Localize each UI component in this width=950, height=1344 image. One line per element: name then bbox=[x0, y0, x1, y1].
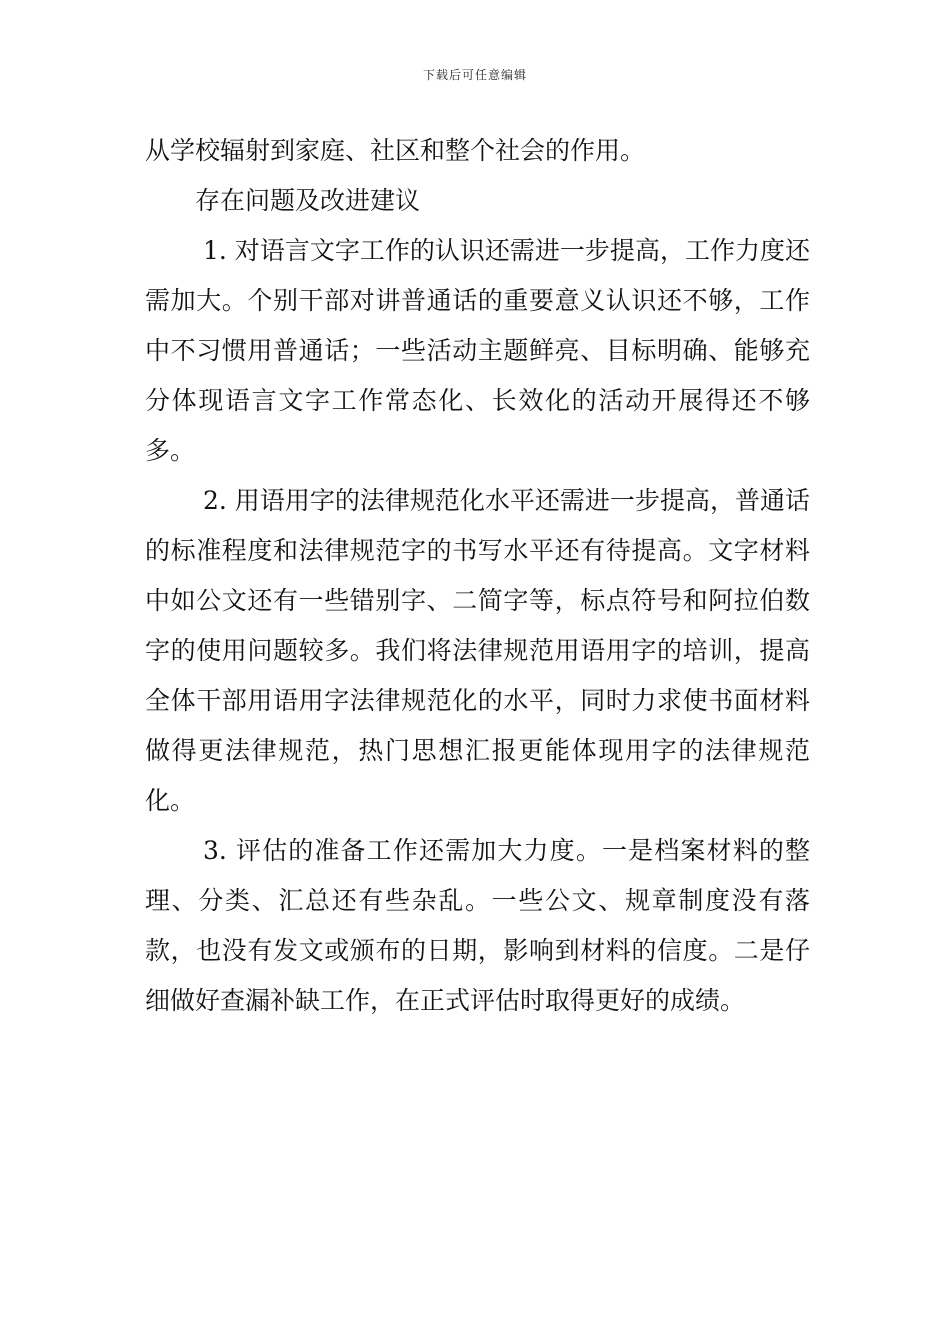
list-item: 3. 评估的准备工作还需加大力度。一是档案材料的整理、分类、汇总还有些杂乱。一些公文、规章制度没有落款，也没有发文或颁布的日期，影响到材料的信度。二是仔细做好查漏补缺工作，在正式评估时取得更好的成绩。 bbox=[145, 836, 810, 1015]
section-heading: 存在问题及改进建议 bbox=[195, 186, 421, 215]
list-item: 2. 用语用字的法律规范化水平还需进一步提高，普通话的标准程度和法律规范字的书写水平还有待提高。文字材料中如公文还有一些错别字、二简字等，标点符号和阿拉伯数字的使用问题较多。我们将法律规范用语用字的培训，提高全体干部用语用字法律规范化的水平，同时力求使书面材料做得更法律规范，热门思想汇报更能体现用字的法律规范化。 bbox=[145, 486, 810, 815]
document-body bbox=[145, 126, 810, 1026]
header-note: 下载后可任意编辑 bbox=[422, 68, 527, 82]
continuation-paragraph: 从学校辐射到家庭、社区和整个社会的作用。 bbox=[145, 136, 646, 165]
list-item: 1. 对语言文字工作的认识还需进一步提高，工作力度还需加大。个别干部对讲普通话的重要意义认识还不够，工作中不习惯用普通话；一些活动主题鲜亮、目标明确、能够充分体现语言文字工作常态化、长效化的活动开展得还不够多。 bbox=[145, 236, 810, 465]
